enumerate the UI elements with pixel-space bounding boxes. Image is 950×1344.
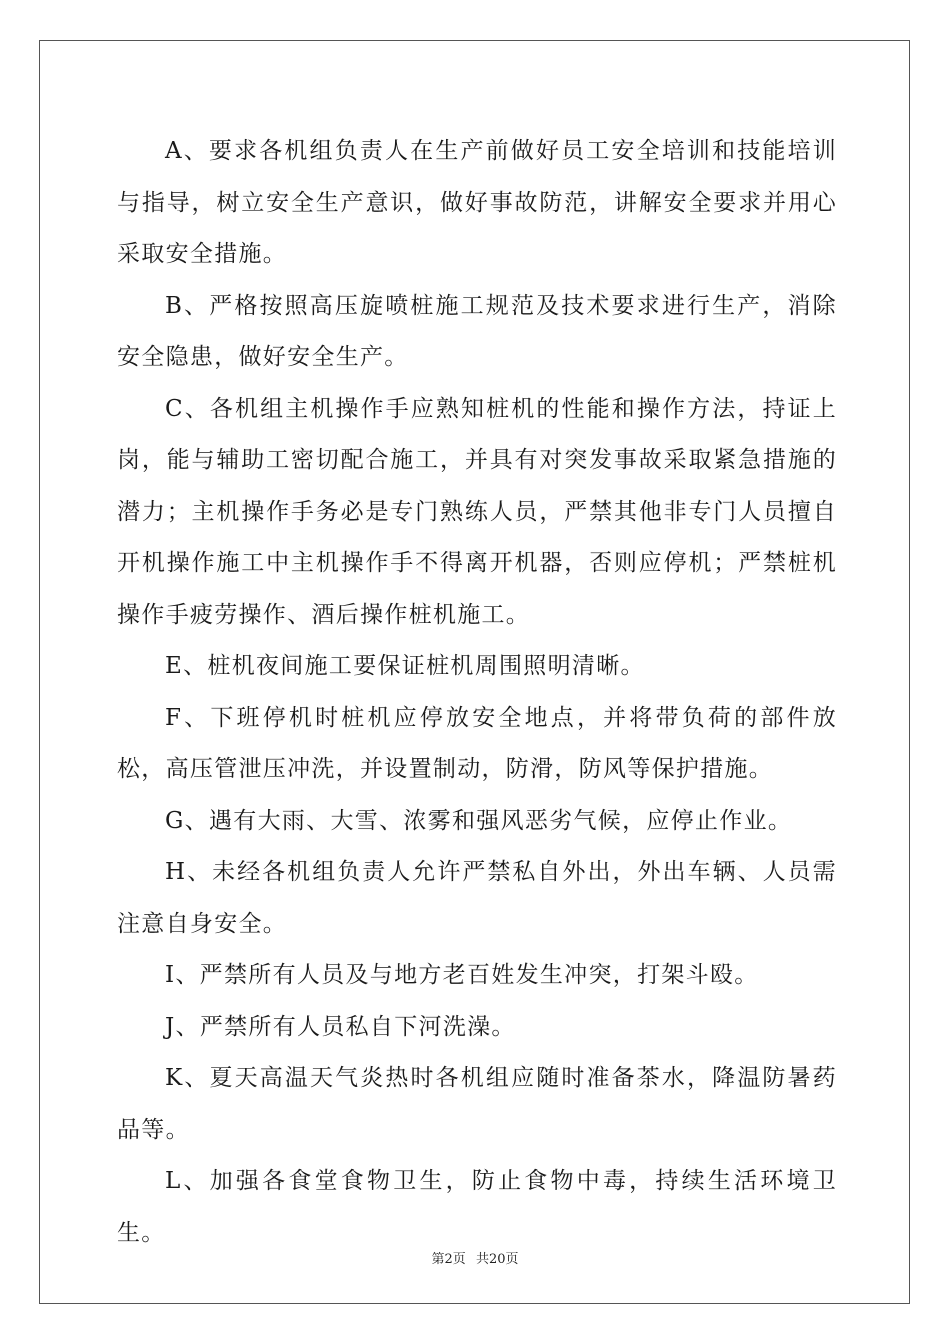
paragraph-a: A、要求各机组负责人在生产前做好员工安全培训和技能培训与指导，树立安全生产意识，做好事故防范，讲解安全要求并用心采取安全措施。 (117, 138, 837, 267)
page-footer (0, 1248, 950, 1267)
paragraph-j: J、严禁所有人员私自下河洗澡。 (165, 1013, 516, 1040)
paragraph-l: L、加强各食堂食物卫生，防止食物中毒，持续生活环境卫生。 (117, 1168, 837, 1246)
paragraph-e: E、桩机夜间施工要保证桩机周围照明清晰。 (165, 653, 645, 679)
paragraph-f: F、下班停机时桩机应停放安全地点，并将带负荷的部件放松，高压管泄压冲洗，并设置制动，防滑，防风等保护措施。 (117, 704, 837, 782)
page-total: 共20页 (475, 1252, 519, 1267)
paragraph-k: K、夏天高温天气炎热时各机组应随时准备茶水，降温防暑药品等。 (117, 1065, 837, 1143)
paragraph-i: I、严禁所有人员及与地方老百姓发生冲突，打架斗殴。 (165, 962, 759, 988)
document-body (117, 126, 837, 1259)
paragraph-g: G、遇有大雨、大雪、浓雾和强风恶劣气候，应停止作业。 (165, 807, 793, 834)
paragraph-c: C、各机组主机操作手应熟知桩机的性能和操作方法，持证上岗，能与辅助工密切配合施工，并具有对突发事故采取紧急措施的潜力；主机操作手务必是专门熟练人员，严禁其他非专门人员擅自开机操作施工中主机操作手不得离开机器，否则应停机；严禁桩机操作手疲劳操作、酒后操作桩机施工。 (117, 395, 837, 628)
paragraph-b: B、严格按照高压旋喷桩施工规范及技术要求进行生产，消除安全隐患，做好安全生产。 (117, 292, 837, 370)
paragraph-h: H、未经各机组负责人允许严禁私自外出，外出车辆、人员需注意自身安全。 (117, 859, 837, 937)
page-number: 第2页 (431, 1252, 466, 1267)
